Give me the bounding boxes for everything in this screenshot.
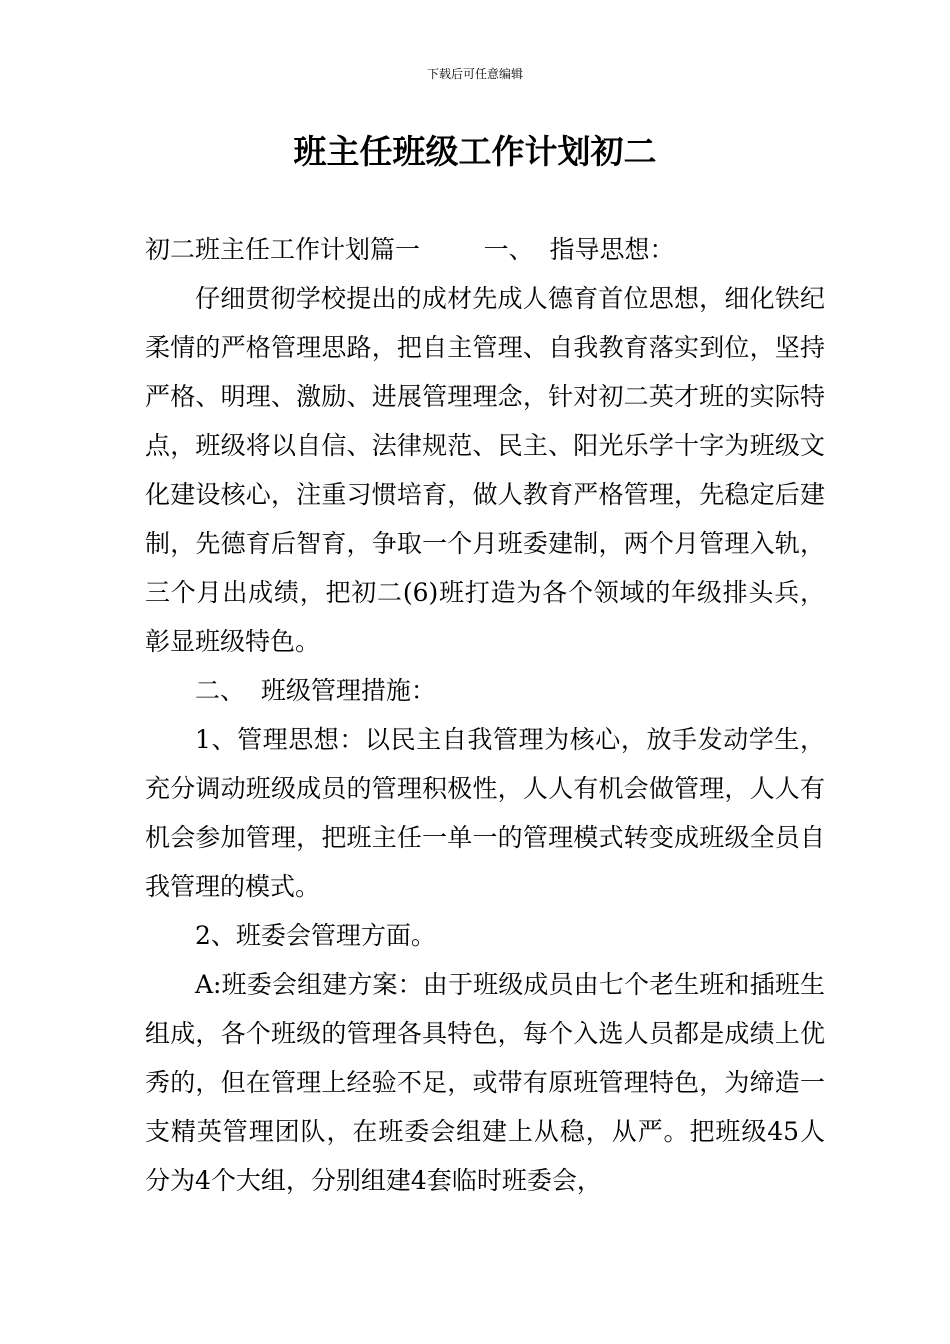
paragraph-guiding-thought: 仔细贯彻学校提出的成材先成人德育首位思想，细化铁纪柔情的严格管理思路，把自主管理、自我教育落实到位，坚持严格、明理、激励、进展管理理念，针对初二英才班的实际特点，班级将以自信、法律规范、民主、阳光乐学十字为班级文化建设核心，注重习惯培育，做人教育严格管理，先稳定后建制，先德育后智育，争取一个月班委建制，两个月管理入轨，三个月出成绩，把初二(6)班打造为各个领域的年级排头兵，彰显班级特色。	[145, 284, 825, 656]
document-body	[145, 225, 825, 1205]
document-title: 班主任班级工作计划初二	[293, 132, 657, 171]
paragraph-section-heading: 初二班主任工作计划篇一 一、 指导思想：	[145, 235, 675, 264]
paragraph-committee-heading: 2、班委会管理方面。	[195, 921, 436, 950]
paragraph-measures-heading: 二、 班级管理措施：	[195, 676, 436, 705]
paragraph-management-thought: 1、管理思想：以民主自我管理为核心，放手发动学生，充分调动班级成员的管理积极性，人人有机会做管理，人人有机会参加管理，把班主任一单一的管理模式转变成班级全员自我管理的模式。	[145, 725, 825, 901]
header-note: 下载后可任意编辑	[426, 67, 523, 81]
paragraph-committee-plan: A:班委会组建方案：由于班级成员由七个老生班和插班生组成，各个班级的管理各具特色，每个入选人员都是成绩上优秀的，但在管理上经验不足，或带有原班管理特色，为缔造一支精英管理团队，在班委会组建上从稳，从严。把班级45人分为4个大组，分别组建4套临时班委会，	[145, 970, 825, 1195]
